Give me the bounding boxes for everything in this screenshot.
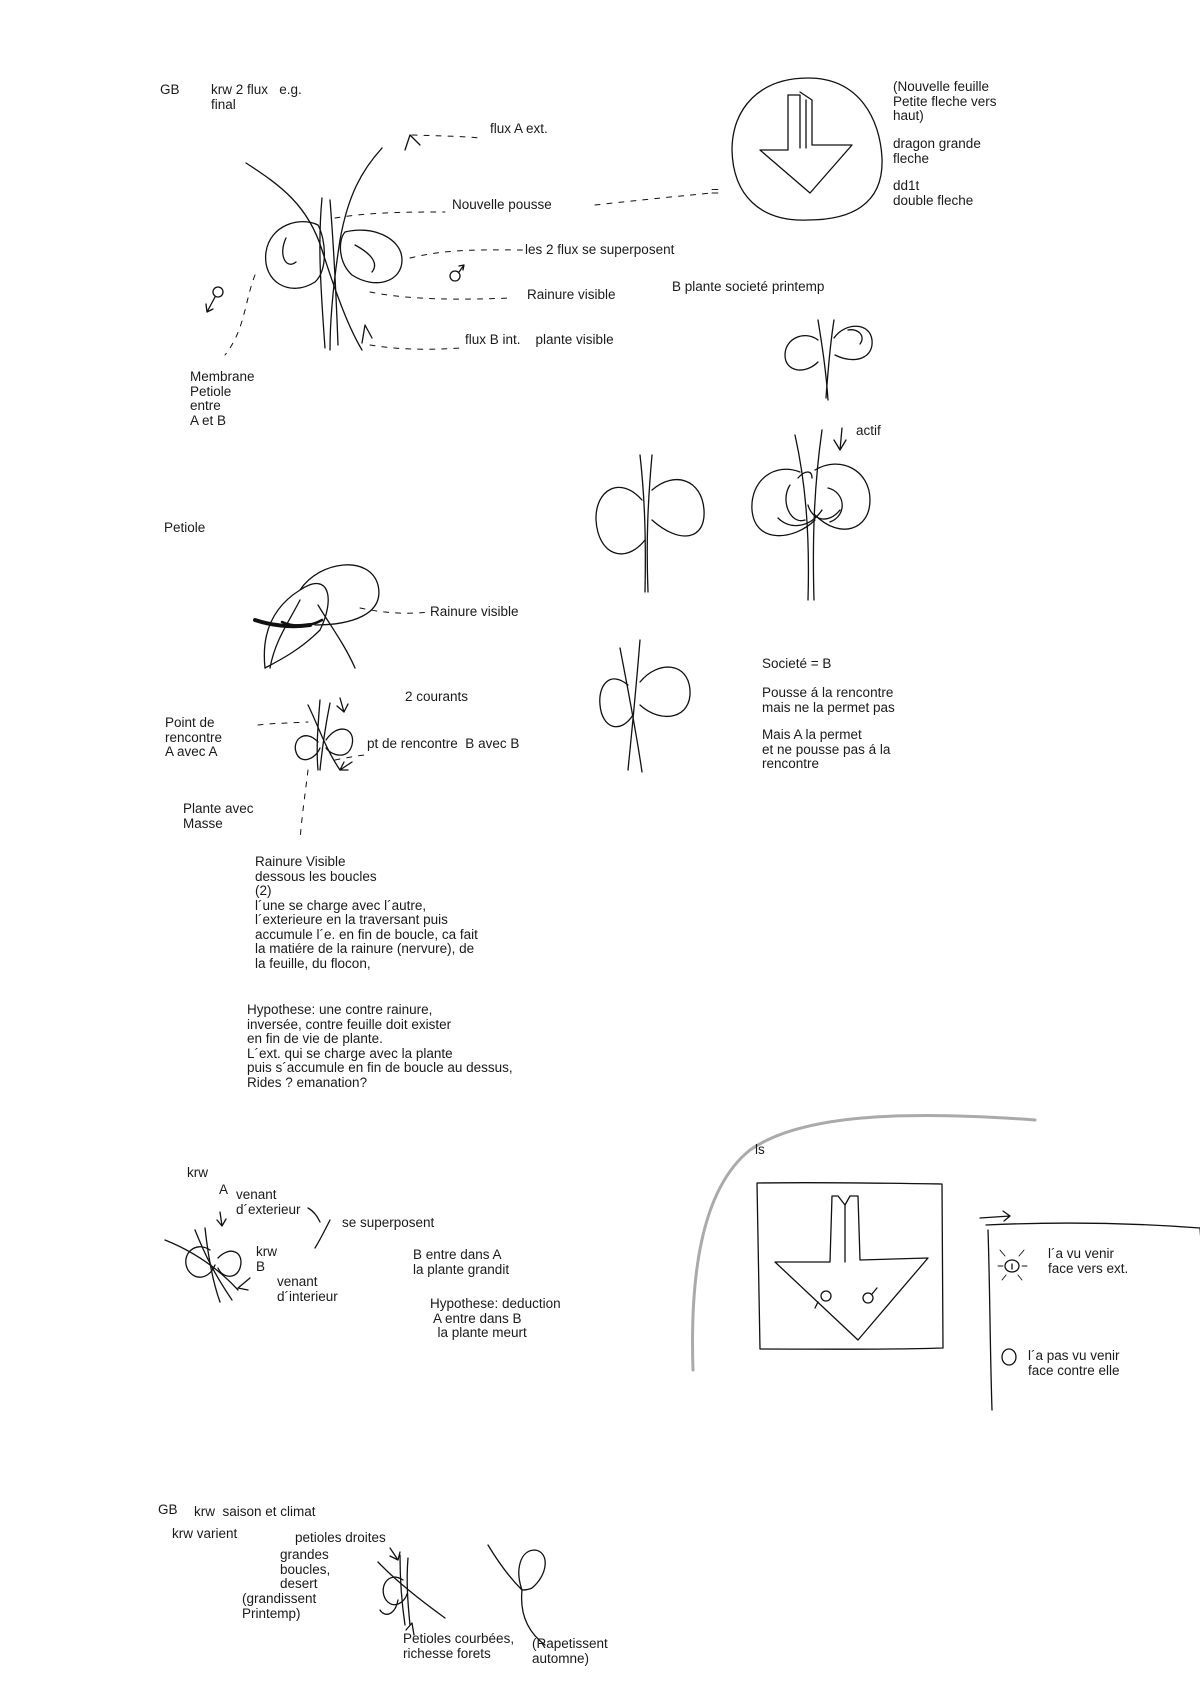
hypothese-deduction-note: Hypothese: deduction A entre dans B la plante meurt xyxy=(430,1296,561,1340)
petiole-heading: Petiole xyxy=(164,520,206,535)
dragon-note: dragon grande fleche xyxy=(893,136,981,166)
nouvelle-pousse-label: Nouvelle pousse xyxy=(452,197,552,212)
grandes-boucles-label: grandes boucles, desert xyxy=(280,1547,331,1591)
venant-interieur-label: venant d´interieur xyxy=(277,1274,338,1304)
plante-masse-label: Plante avec Masse xyxy=(183,801,254,831)
pousse-note: Pousse á la rencontre mais ne la permet pas xyxy=(762,685,895,715)
superposent-label: les 2 flux se superposent xyxy=(525,242,675,257)
active-tangle-sketch xyxy=(752,430,870,600)
arrow-circle-sketch xyxy=(732,78,882,220)
saison-climat-heading: krw saison et climat xyxy=(194,1504,316,1519)
rainure-paragraph: Rainure Visible dessous les boucles (2) l´une se charge avec l´autre, l´exterieure en la traversant puis accumule l´e. en fin de boucle, ca fait la matiére de la rainure (nervure), de la feuille, du flocon, xyxy=(255,854,478,971)
b-plante-societe-label: B plante societé printemp xyxy=(672,279,825,294)
grandissent-label: (grandissent Printemp) xyxy=(242,1591,317,1621)
krw-two-flux-heading: krw 2 flux e.g. final xyxy=(211,82,302,112)
membrane-label: Membrane Petiole entre A et B xyxy=(190,369,255,428)
a-label: A xyxy=(219,1182,229,1197)
krw-varient-label: krw varient xyxy=(172,1526,238,1541)
societe-label: Societé = B xyxy=(762,656,832,671)
nouvelle-feuille-note: (Nouvelle feuille Petite fleche vers haut) xyxy=(893,79,997,123)
equals-sign: = xyxy=(711,184,719,199)
petioles-courbees-label: Petioles courbées, richesse forets xyxy=(403,1631,515,1661)
two-currents-sketch xyxy=(258,698,365,840)
petiole-sketch xyxy=(255,565,430,668)
vu-venir-label: l´a vu venir face vers ext. xyxy=(1048,1246,1129,1276)
flux-b-label: flux B int. plante visible xyxy=(465,332,614,347)
gb-label-2: GB xyxy=(158,1502,178,1517)
gb-label: GB xyxy=(160,82,180,97)
se-superposent-label: se superposent xyxy=(342,1215,435,1230)
rainure-visible-label: Rainure visible xyxy=(527,287,616,302)
hypothese-paragraph: Hypothese: une contre rainure, inversée, contre feuille doit exister en fin de vie de plante. L´ext. qui se charge avec la plante puis s´accumule en fin de boucle au dessus, Rides ? emanation? xyxy=(247,1002,513,1090)
flux-a-label: flux A ext. xyxy=(490,121,548,136)
dd1t-note: dd1t double fleche xyxy=(893,178,974,208)
mais-a-note: Mais A la permet et ne pousse pas á la rencontre xyxy=(762,727,891,771)
two-courants-label: 2 courants xyxy=(405,689,469,704)
point-rencontre-label: Point de rencontre A avec A xyxy=(165,715,223,759)
pt-rencontre-b-label: pt de rencontre B avec B xyxy=(367,736,520,751)
rapetissent-label: (Rapetissent automne) xyxy=(532,1636,608,1666)
petiole-rainure-label: Rainure visible xyxy=(430,604,519,619)
pas-vu-venir-label: l´a pas vu venir face contre elle xyxy=(1028,1348,1120,1378)
petioles-droites-label: petioles droites xyxy=(295,1530,386,1545)
krw-b-label: krw B xyxy=(256,1244,277,1274)
ls-label: ls xyxy=(755,1142,765,1157)
venant-exterieur-label: venant d´exterieur xyxy=(236,1187,301,1217)
actif-label: actif xyxy=(856,423,881,438)
saison-climat-sketch xyxy=(378,1545,545,1645)
small-double-loop-sketch xyxy=(600,640,690,772)
double-loop-sketch xyxy=(596,455,704,592)
b-entre-note: B entre dans A la plante grandit xyxy=(413,1247,510,1277)
krw-label: krw xyxy=(187,1165,208,1180)
